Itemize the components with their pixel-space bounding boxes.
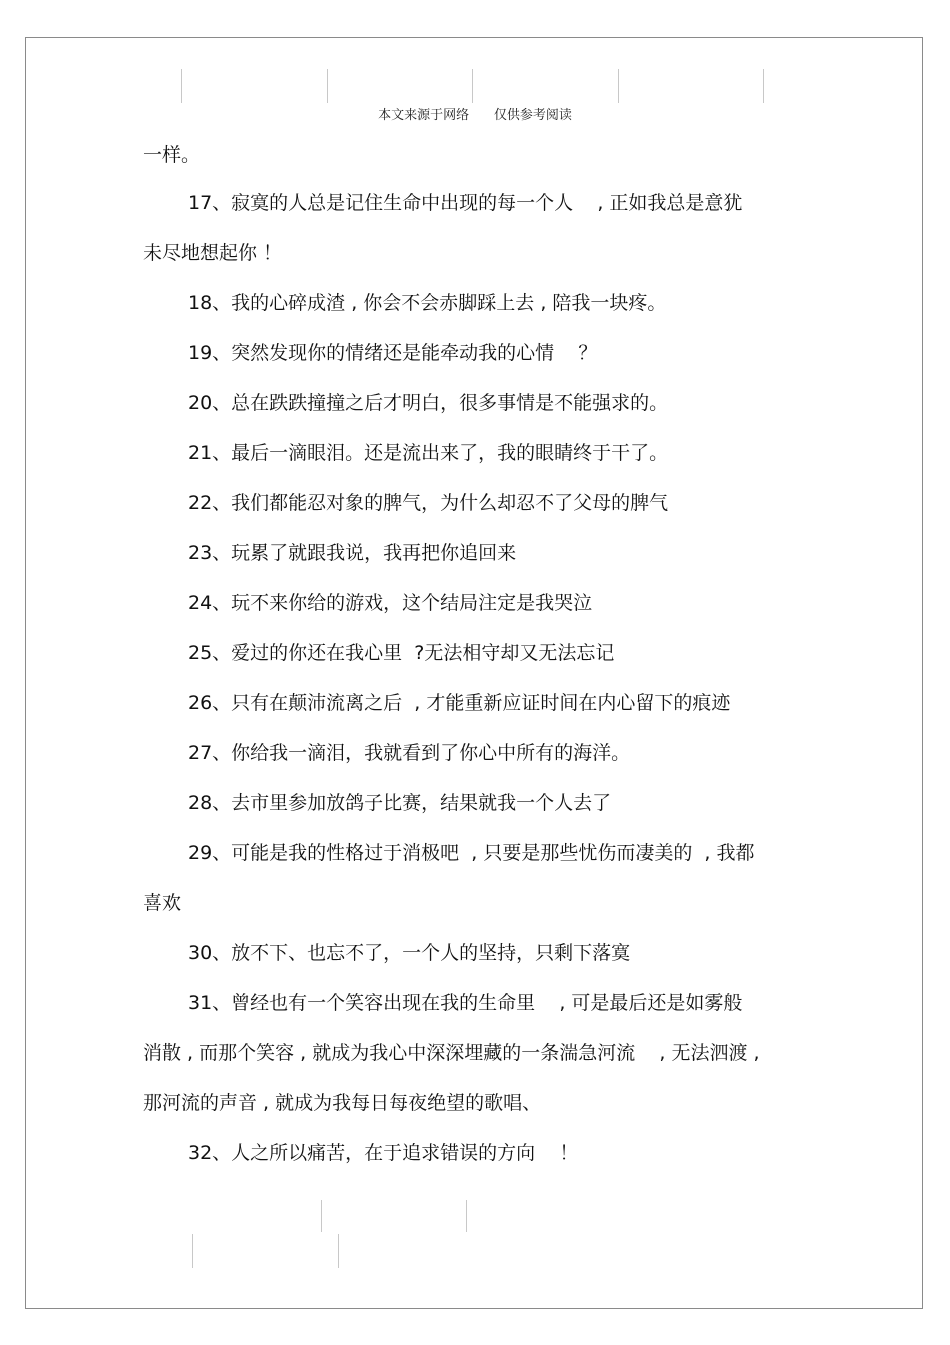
text-line: 32、人之所以痛苦，在于追求错误的方向 ！ [188, 1142, 579, 1164]
text-line: 17、寂寞的人总是记住生命中出现的每一个人 , 正如我总是意犹 [188, 192, 743, 214]
text-line: 22、我们都能忍对象的脾气，为什么却忍不了父母的脾气 [188, 492, 669, 514]
text-line: 那河流的声音 , 就成为我每日每夜绝望的歌唱、 [143, 1092, 542, 1114]
footer-rule [338, 1234, 339, 1268]
text-line: 30、放不下、也忘不了，一个人的坚持，只剩下落寞 [188, 942, 631, 964]
footer-rule [321, 1200, 322, 1232]
footer-rule [192, 1234, 193, 1268]
text-line: 25、爱过的你还在我心里 ?无法相守却又无法忘记 [188, 642, 615, 664]
page-border [25, 37, 923, 1309]
text-line: 24、玩不来你给的游戏，这个结局注定是我哭泣 [188, 592, 593, 614]
text-line: 18、我的心碎成渣 , 你会不会赤脚踩上去 , 陪我一块疼。 [188, 292, 667, 314]
text-line: 未尽地想起你 ！ [143, 242, 283, 264]
text-line: 27、你给我一滴泪，我就看到了你心中所有的海洋。 [188, 742, 631, 764]
text-line: 26、只有在颠沛流离之后 , 才能重新应证时间在内心留下的痕迹 [188, 692, 731, 714]
text-line: 20、总在跌跌撞撞之后才明白，很多事情是不能强求的。 [188, 392, 669, 414]
footer-rule [466, 1200, 467, 1232]
source-note: 本文来源于网络 仅供参考阅读 [378, 108, 572, 123]
text-line: 21、最后一滴眼泪。还是流出来了，我的眼睛终于干了。 [188, 442, 669, 464]
text-line: 23、玩累了就跟我说，我再把你追回来 [188, 542, 517, 564]
text-line: 一样。 [143, 144, 201, 166]
text-line: 消散 , 而那个笑容 , 就成为我心中深深埋藏的一条湍急河流 , 无法泗渡 , [143, 1042, 760, 1064]
text-line: 19、突然发现你的情绪还是能牵动我的心情 ？ [188, 342, 598, 364]
text-line: 28、去市里参加放鸽子比赛，结果就我一个人去了 [188, 792, 612, 814]
text-line: 喜欢 [143, 892, 182, 914]
header-rule [618, 69, 619, 103]
header-rule [763, 69, 764, 103]
header-rule [327, 69, 328, 103]
header-rule [472, 69, 473, 103]
text-line: 31、曾经也有一个笑容出现在我的生命里 , 可是最后还是如雾般 [188, 992, 743, 1014]
text-line: 29、可能是我的性格过于消极吧 , 只要是那些忧伤而凄美的 , 我都 [188, 842, 755, 864]
header-rule [181, 69, 182, 103]
